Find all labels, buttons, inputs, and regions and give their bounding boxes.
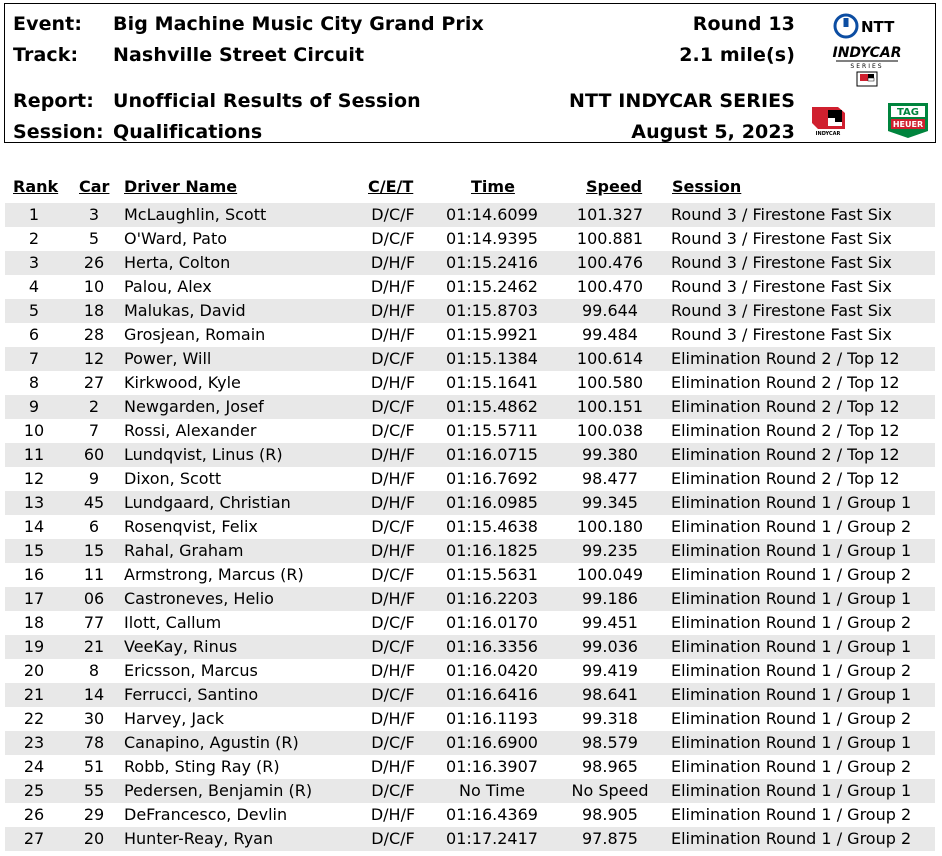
session-cell: Elimination Round 1 / Group 2 — [671, 517, 912, 536]
lap-time-cell: 01:16.0420 — [446, 661, 538, 680]
lap-time-cell: 01:15.5631 — [446, 565, 538, 584]
rank-cell: 13 — [23, 493, 45, 512]
session-cell: Round 3 / Firestone Fast Six — [671, 253, 892, 272]
cet-cell: D/C/F — [371, 781, 415, 800]
car-number-cell: 60 — [83, 445, 105, 464]
rank-cell: 1 — [28, 205, 40, 224]
tag-heuer-logo — [886, 101, 930, 139]
speed-cell: 100.180 — [576, 517, 644, 536]
cet-cell: D/C/F — [371, 517, 415, 536]
lap-time-cell: 01:16.3356 — [446, 637, 538, 656]
rank-cell: 21 — [23, 685, 45, 704]
table-row — [5, 515, 935, 539]
rank-cell: 15 — [23, 541, 45, 560]
session-cell: Elimination Round 1 / Group 2 — [671, 565, 912, 584]
session-cell: Elimination Round 1 / Group 2 — [671, 829, 912, 848]
column-header-rank: Rank — [13, 177, 59, 196]
table-row — [5, 395, 935, 419]
session-cell: Elimination Round 1 / Group 1 — [671, 493, 912, 512]
lap-time-cell: 01:17.2417 — [446, 829, 538, 848]
series-name: NTT INDYCAR SERIES — [568, 90, 795, 112]
speed-cell: 100.881 — [576, 229, 644, 248]
cet-cell: D/C/F — [371, 637, 415, 656]
table-row — [5, 803, 935, 827]
driver-name-cell: Herta, Colton — [124, 253, 231, 272]
indycar-flag-logo — [808, 104, 848, 136]
lap-time-cell: 01:16.0170 — [446, 613, 538, 632]
session-cell: Round 3 / Firestone Fast Six — [671, 277, 892, 296]
driver-name-cell: Dixon, Scott — [124, 469, 222, 488]
car-number-cell: 27 — [83, 373, 105, 392]
results-table — [5, 203, 935, 851]
rank-cell: 25 — [23, 781, 45, 800]
cet-cell: D/H/F — [370, 301, 416, 320]
table-row — [5, 587, 935, 611]
speed-cell: 100.151 — [576, 397, 644, 416]
rank-cell: 14 — [23, 517, 45, 536]
rank-cell: 7 — [28, 349, 40, 368]
column-header-session: Session — [672, 177, 742, 196]
table-row — [5, 251, 935, 275]
rank-cell: 11 — [23, 445, 45, 464]
driver-name-cell: Rossi, Alexander — [124, 421, 257, 440]
track-distance: 2.1 mile(s) — [679, 44, 795, 66]
report-label: Report: — [13, 90, 94, 112]
cet-cell: D/C/F — [371, 565, 415, 584]
driver-name-cell: Hunter-Reay, Ryan — [124, 829, 274, 848]
driver-name-cell: Robb, Sting Ray (R) — [124, 757, 280, 776]
speed-cell: 100.476 — [576, 253, 644, 272]
session-cell: Elimination Round 2 / Top 12 — [671, 469, 900, 488]
heuer-logo-text: HEUER — [892, 120, 924, 129]
table-row — [5, 203, 935, 227]
lap-time-cell: No Time — [459, 781, 525, 800]
rank-cell: 8 — [28, 373, 40, 392]
driver-name-cell: Rosenqvist, Felix — [124, 517, 258, 536]
car-number-cell: 10 — [83, 277, 105, 296]
cet-cell: D/C/F — [371, 229, 415, 248]
cet-cell: D/H/F — [370, 541, 416, 560]
car-number-cell: 55 — [83, 781, 105, 800]
rank-cell: 12 — [23, 469, 45, 488]
cet-cell: D/C/F — [371, 829, 415, 848]
car-number-cell: 45 — [83, 493, 105, 512]
driver-name-cell: Ilott, Callum — [124, 613, 222, 632]
lap-time-cell: 01:15.1641 — [446, 373, 538, 392]
cet-cell: D/H/F — [370, 445, 416, 464]
table-row — [5, 347, 935, 371]
table-row — [5, 731, 935, 755]
cet-cell: D/C/F — [371, 205, 415, 224]
report-value: Unofficial Results of Session — [113, 90, 421, 112]
driver-name-cell: Rahal, Graham — [124, 541, 244, 560]
table-row — [5, 611, 935, 635]
speed-cell: 100.038 — [576, 421, 644, 440]
driver-name-cell: Castroneves, Helio — [124, 589, 274, 608]
speed-cell: 98.641 — [582, 685, 638, 704]
car-number-cell: 12 — [83, 349, 105, 368]
lap-time-cell: 01:16.0715 — [446, 445, 538, 464]
cet-cell: D/H/F — [370, 469, 416, 488]
speed-cell: 99.036 — [582, 637, 638, 656]
car-number-cell: 8 — [88, 661, 100, 680]
column-header-time: Time — [471, 177, 515, 196]
speed-cell: 98.965 — [582, 757, 638, 776]
session-cell: Elimination Round 1 / Group 1 — [671, 733, 912, 752]
ntt-indycar-series-logo — [826, 10, 908, 90]
lap-time-cell: 01:16.6900 — [446, 733, 538, 752]
driver-name-cell: Kirkwood, Kyle — [124, 373, 241, 392]
car-number-cell: 7 — [88, 421, 100, 440]
rank-cell: 26 — [23, 805, 45, 824]
cet-cell: D/H/F — [370, 709, 416, 728]
speed-cell: 99.380 — [582, 445, 638, 464]
cet-cell: D/C/F — [371, 421, 415, 440]
session-cell: Elimination Round 1 / Group 1 — [671, 541, 912, 560]
driver-name-cell: O'Ward, Pato — [124, 229, 228, 248]
session-cell: Elimination Round 1 / Group 1 — [671, 685, 912, 704]
car-number-cell: 26 — [83, 253, 105, 272]
session-cell: Round 3 / Firestone Fast Six — [671, 301, 892, 320]
rank-cell: 23 — [23, 733, 45, 752]
car-number-cell: 11 — [83, 565, 105, 584]
table-row — [5, 419, 935, 443]
lap-time-cell: 01:16.1825 — [446, 541, 538, 560]
speed-cell: 99.644 — [582, 301, 638, 320]
car-number-cell: 2 — [88, 397, 100, 416]
car-number-cell: 51 — [83, 757, 105, 776]
table-row — [5, 491, 935, 515]
table-row — [5, 635, 935, 659]
session-cell: Round 3 / Firestone Fast Six — [671, 229, 892, 248]
session-value: Qualifications — [113, 121, 263, 143]
table-row — [5, 443, 935, 467]
table-row — [5, 683, 935, 707]
cet-cell: D/H/F — [370, 757, 416, 776]
lap-time-cell: 01:16.0985 — [446, 493, 538, 512]
speed-cell: 99.318 — [582, 709, 638, 728]
speed-cell: 99.186 — [582, 589, 638, 608]
series-logo-text: SERIES — [850, 63, 884, 70]
table-row — [5, 227, 935, 251]
rank-cell: 9 — [28, 397, 40, 416]
session-cell: Elimination Round 2 / Top 12 — [671, 397, 900, 416]
driver-name-cell: Harvey, Jack — [124, 709, 224, 728]
lap-time-cell: 01:15.2416 — [446, 253, 538, 272]
session-cell: Elimination Round 2 / Top 12 — [671, 445, 900, 464]
rank-cell: 20 — [23, 661, 45, 680]
lap-time-cell: 01:16.6416 — [446, 685, 538, 704]
table-row — [5, 275, 935, 299]
lap-time-cell: 01:15.2462 — [446, 277, 538, 296]
speed-cell: 100.470 — [576, 277, 644, 296]
cet-cell: D/C/F — [371, 613, 415, 632]
speed-cell: 100.580 — [576, 373, 644, 392]
driver-name-cell: Pedersen, Benjamin (R) — [124, 781, 313, 800]
session-cell: Round 3 / Firestone Fast Six — [671, 325, 892, 344]
speed-cell: 99.345 — [582, 493, 638, 512]
rank-cell: 6 — [28, 325, 40, 344]
driver-name-cell: Power, Will — [124, 349, 212, 368]
driver-name-cell: Newgarden, Josef — [124, 397, 264, 416]
lap-time-cell: 01:15.5711 — [446, 421, 538, 440]
driver-name-cell: McLaughlin, Scott — [124, 205, 267, 224]
round-number: Round 13 — [692, 13, 795, 35]
car-number-cell: 6 — [88, 517, 100, 536]
rank-cell: 2 — [28, 229, 40, 248]
session-cell: Elimination Round 1 / Group 2 — [671, 661, 912, 680]
rank-cell: 16 — [23, 565, 45, 584]
rank-cell: 10 — [23, 421, 45, 440]
cet-cell: D/C/F — [371, 349, 415, 368]
column-header-driver: Driver Name — [124, 177, 238, 196]
session-cell: Elimination Round 1 / Group 1 — [671, 589, 912, 608]
speed-cell: 98.905 — [582, 805, 638, 824]
speed-cell: 98.579 — [582, 733, 638, 752]
table-row — [5, 707, 935, 731]
table-row — [5, 371, 935, 395]
driver-name-cell: Ericsson, Marcus — [124, 661, 258, 680]
indycar-flag-text: INDYCAR — [815, 131, 841, 136]
track-value: Nashville Street Circuit — [113, 44, 365, 66]
lap-time-cell: 01:15.8703 — [446, 301, 538, 320]
table-row — [5, 299, 935, 323]
cet-cell: D/H/F — [370, 493, 416, 512]
lap-time-cell: 01:15.1384 — [446, 349, 538, 368]
table-row — [5, 827, 935, 851]
session-label: Session: — [13, 121, 104, 143]
car-number-cell: 78 — [83, 733, 105, 752]
column-header-car: Car — [79, 177, 110, 196]
session-cell: Elimination Round 1 / Group 2 — [671, 805, 912, 824]
lap-time-cell: 01:16.3907 — [446, 757, 538, 776]
speed-cell: 98.477 — [582, 469, 638, 488]
session-cell: Elimination Round 2 / Top 12 — [671, 349, 900, 368]
driver-name-cell: Ferrucci, Santino — [124, 685, 259, 704]
session-cell: Elimination Round 1 / Group 1 — [671, 781, 912, 800]
lap-time-cell: 01:15.9921 — [446, 325, 538, 344]
lap-time-cell: 01:15.4638 — [446, 517, 538, 536]
table-row — [5, 467, 935, 491]
rank-cell: 5 — [28, 301, 40, 320]
session-cell: Elimination Round 1 / Group 2 — [671, 613, 912, 632]
session-cell: Elimination Round 1 / Group 2 — [671, 709, 912, 728]
session-date: August 5, 2023 — [631, 121, 795, 143]
car-number-cell: 15 — [83, 541, 105, 560]
column-header-cet: C/E/T — [368, 177, 414, 196]
lap-time-cell: 01:14.9395 — [446, 229, 538, 248]
lap-time-cell: 01:16.4369 — [446, 805, 538, 824]
car-number-cell: 14 — [83, 685, 105, 704]
session-cell: Elimination Round 2 / Top 12 — [671, 421, 900, 440]
report-header — [4, 3, 936, 143]
rank-cell: 22 — [23, 709, 45, 728]
cet-cell: D/H/F — [370, 277, 416, 296]
driver-name-cell: Lundgaard, Christian — [124, 493, 291, 512]
cet-cell: D/H/F — [370, 661, 416, 680]
speed-cell: 99.451 — [582, 613, 638, 632]
session-cell: Round 3 / Firestone Fast Six — [671, 205, 892, 224]
tag-logo-text: TAG — [897, 107, 919, 118]
speed-cell: 99.419 — [582, 661, 638, 680]
car-number-cell: 18 — [83, 301, 105, 320]
session-cell: Elimination Round 2 / Top 12 — [671, 373, 900, 392]
speed-cell: No Speed — [571, 781, 649, 800]
rank-cell: 4 — [28, 277, 40, 296]
lap-time-cell: 01:15.4862 — [446, 397, 538, 416]
table-row — [5, 659, 935, 683]
car-number-cell: 06 — [83, 589, 105, 608]
car-number-cell: 3 — [88, 205, 100, 224]
driver-name-cell: Palou, Alex — [124, 277, 212, 296]
driver-name-cell: Lundqvist, Linus (R) — [124, 445, 283, 464]
table-row — [5, 779, 935, 803]
indycar-logo-text: INDYCAR — [832, 45, 902, 61]
rank-cell: 27 — [23, 829, 45, 848]
car-number-cell: 5 — [88, 229, 100, 248]
table-row — [5, 539, 935, 563]
session-cell: Elimination Round 1 / Group 2 — [671, 757, 912, 776]
speed-cell: 100.614 — [576, 349, 644, 368]
cet-cell: D/H/F — [370, 805, 416, 824]
rank-cell: 19 — [23, 637, 45, 656]
lap-time-cell: 01:16.7692 — [446, 469, 538, 488]
cet-cell: D/H/F — [370, 253, 416, 272]
rank-cell: 3 — [28, 253, 40, 272]
track-label: Track: — [13, 44, 79, 66]
driver-name-cell: Armstrong, Marcus (R) — [124, 565, 304, 584]
cet-cell: D/H/F — [370, 373, 416, 392]
speed-cell: 97.875 — [582, 829, 638, 848]
car-number-cell: 77 — [83, 613, 105, 632]
event-label: Event: — [13, 13, 83, 35]
lap-time-cell: 01:16.2203 — [446, 589, 538, 608]
car-number-cell: 28 — [83, 325, 105, 344]
car-number-cell: 29 — [83, 805, 105, 824]
driver-name-cell: Grosjean, Romain — [124, 325, 266, 344]
rank-cell: 17 — [23, 589, 45, 608]
speed-cell: 99.484 — [582, 325, 638, 344]
car-number-cell: 20 — [83, 829, 105, 848]
driver-name-cell: Canapino, Agustin (R) — [124, 733, 299, 752]
session-cell: Elimination Round 1 / Group 1 — [671, 637, 912, 656]
lap-time-cell: 01:14.6099 — [446, 205, 538, 224]
car-number-cell: 21 — [83, 637, 105, 656]
speed-cell: 99.235 — [582, 541, 638, 560]
rank-cell: 18 — [23, 613, 45, 632]
driver-name-cell: VeeKay, Rinus — [124, 637, 238, 656]
driver-name-cell: Malukas, David — [124, 301, 246, 320]
driver-name-cell: DeFrancesco, Devlin — [124, 805, 288, 824]
rank-cell: 24 — [23, 757, 45, 776]
ntt-logo-text: NTT — [861, 18, 895, 36]
speed-cell: 101.327 — [576, 205, 644, 224]
car-number-cell: 30 — [83, 709, 105, 728]
cet-cell: D/H/F — [370, 325, 416, 344]
table-row — [5, 323, 935, 347]
column-header-speed: Speed — [586, 177, 643, 196]
table-row — [5, 563, 935, 587]
car-number-cell: 9 — [88, 469, 100, 488]
cet-cell: D/C/F — [371, 685, 415, 704]
table-row — [5, 755, 935, 779]
event-value: Big Machine Music City Grand Prix — [113, 13, 484, 35]
lap-time-cell: 01:16.1193 — [446, 709, 538, 728]
cet-cell: D/C/F — [371, 733, 415, 752]
cet-cell: D/H/F — [370, 589, 416, 608]
cet-cell: D/C/F — [371, 397, 415, 416]
speed-cell: 100.049 — [576, 565, 644, 584]
